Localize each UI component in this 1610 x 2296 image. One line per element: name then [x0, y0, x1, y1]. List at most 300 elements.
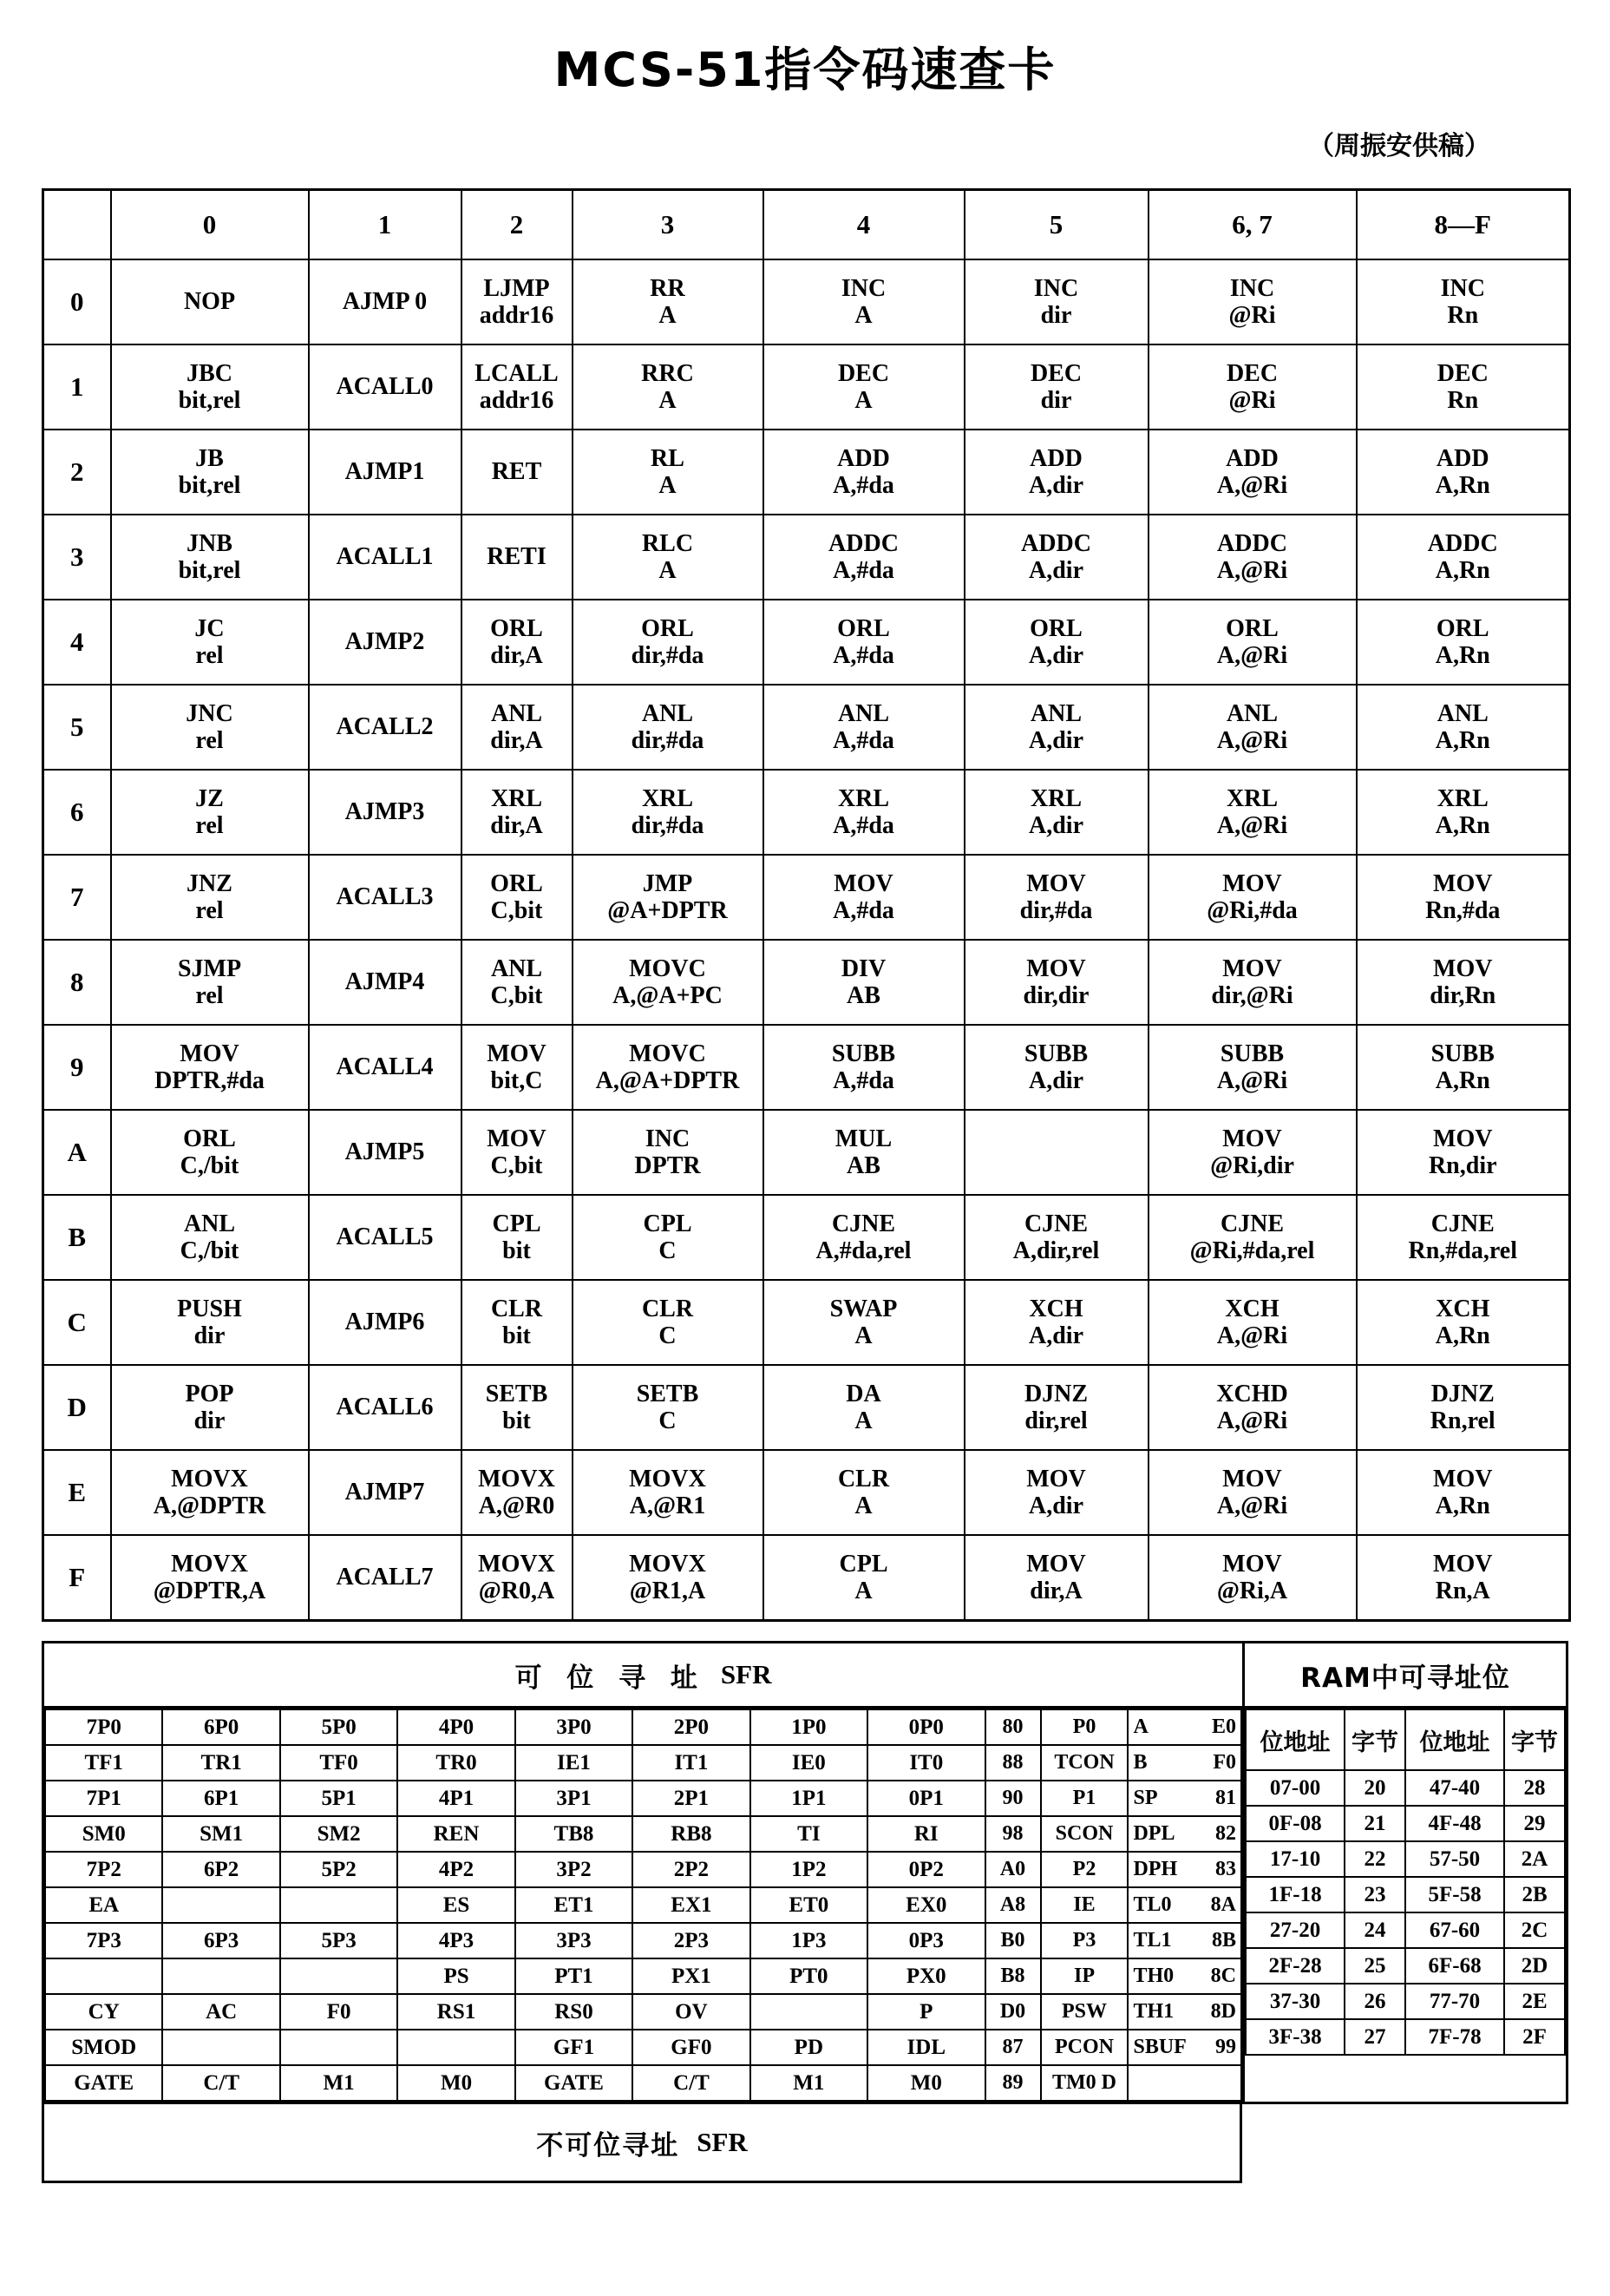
table-row — [45, 1709, 1241, 1745]
opcode-mnemonic: DEC — [1030, 359, 1083, 387]
opcode-mnemonic: ORL — [641, 614, 694, 642]
opcode-cell — [1357, 430, 1570, 515]
opcode-mnemonic: CPL — [643, 1210, 692, 1237]
nonbit-sfr-address: 8D — [1210, 2000, 1236, 2023]
opcode-cell — [461, 1365, 573, 1450]
opcode-mnemonic: JNC — [186, 699, 233, 727]
opcode-mnemonic: ADD — [1030, 444, 1083, 472]
opcode-operand: A,@DPTR — [153, 1492, 266, 1519]
opcode-operand: A,#da,rel — [815, 1237, 912, 1264]
opcode-operand: dir — [193, 1322, 226, 1349]
opcode-mnemonic: CLR — [837, 1465, 890, 1492]
opcode-operand: bit — [502, 1237, 531, 1264]
opcode-cell — [111, 685, 309, 770]
opcode-cell — [309, 770, 461, 855]
opcode-col-header: 6, 7 — [1149, 190, 1357, 260]
opcode-mnemonic: MOV — [834, 869, 893, 897]
opcode-cell — [573, 1450, 763, 1535]
sfr-bit-cell: P — [867, 1994, 985, 2030]
sfr-bit-cell: 1P1 — [750, 1781, 867, 1816]
nonbit-sfr-cell — [1128, 1923, 1241, 1958]
opcode-operand: bit,rel — [178, 387, 241, 414]
opcode-operand: Rn,A — [1435, 1578, 1490, 1604]
opcode-mnemonic: INC — [1440, 274, 1485, 302]
opcode-operand: A,#da — [833, 472, 894, 499]
opcode-mnemonic: ADD — [1226, 444, 1279, 472]
opcode-col-header: 8—F — [1357, 190, 1570, 260]
nonbit-sfr-name: B — [1133, 1751, 1148, 1774]
opcode-operand: @Ri,#da — [1207, 897, 1298, 924]
sfr-bit-cell: 2P1 — [632, 1781, 749, 1816]
sfr-footer-container — [42, 2104, 1242, 2183]
opcode-mnemonic: XCH — [1225, 1295, 1279, 1322]
sfr-footer-cn: 不可位寻址 — [536, 2129, 680, 2162]
opcode-cell — [111, 1025, 309, 1110]
opcode-cell — [1149, 430, 1357, 515]
opcode-cell — [461, 1280, 573, 1365]
opcode-mnemonic: ACALL3 — [336, 883, 434, 911]
ram-byte-cell: 27 — [1345, 2019, 1405, 2055]
ram-byte-cell: 28 — [1504, 1770, 1565, 1806]
sfr-bit-cell: 7P2 — [45, 1852, 162, 1887]
opcode-operand: A — [658, 302, 677, 329]
opcode-operand: dir,A — [1030, 1578, 1083, 1604]
opcode-mnemonic: MOV — [1433, 1465, 1493, 1492]
sfr-bit-cell: F0 — [280, 1994, 397, 2030]
sfr-bit-cell — [397, 2030, 514, 2065]
sfr-bit-cell: PX0 — [867, 1958, 985, 1994]
opcode-col-header: 5 — [965, 190, 1149, 260]
opcode-mnemonic: XRL — [641, 784, 694, 812]
ram-byte-cell: 21 — [1345, 1806, 1405, 1841]
ram-col-header-byte-1: 字节 — [1345, 1709, 1405, 1770]
opcode-mnemonic: POP — [185, 1380, 234, 1407]
opcode-operand: A,#da — [833, 812, 894, 839]
opcode-operand: A,Rn — [1435, 557, 1490, 584]
opcode-cell — [111, 1450, 309, 1535]
sfr-bit-cell: GATE — [515, 2065, 632, 2101]
table-row — [1246, 1877, 1565, 1912]
opcode-operand: C,bit — [490, 982, 543, 1009]
opcode-cell — [763, 430, 965, 515]
table-row — [45, 1923, 1241, 1958]
opcode-mnemonic: MOVC — [629, 954, 706, 982]
opcode-cell — [763, 770, 965, 855]
sfr-address-cell: B8 — [985, 1958, 1041, 1994]
sfr-address-cell: 90 — [985, 1781, 1041, 1816]
opcode-mnemonic: SWAP — [829, 1295, 898, 1322]
table-row — [43, 600, 1570, 685]
opcode-mnemonic: ADD — [1436, 444, 1489, 472]
ram-col-header-bitaddr-2: 位地址 — [1405, 1709, 1504, 1770]
opcode-row-header: D — [43, 1365, 111, 1450]
opcode-operand: A,@Ri — [1216, 472, 1288, 499]
opcode-operand: @Ri,dir — [1210, 1152, 1294, 1179]
sfr-bit-cell: 3P0 — [515, 1709, 632, 1745]
opcode-operand: A,dir — [1029, 642, 1083, 669]
opcode-mnemonic: ANL — [183, 1210, 236, 1237]
opcode-cell — [1357, 1535, 1570, 1621]
opcode-mnemonic: DEC — [1437, 359, 1489, 387]
opcode-row-header: A — [43, 1110, 111, 1195]
opcode-mnemonic: CPL — [492, 1210, 541, 1237]
opcode-cell — [1357, 1195, 1570, 1280]
opcode-row-header: 0 — [43, 259, 111, 344]
opcode-operand: C — [658, 1322, 677, 1349]
opcode-operand: A,#da — [833, 727, 894, 754]
nonbit-sfr-cell — [1128, 1887, 1241, 1923]
sfr-bit-cell: 5P1 — [280, 1781, 397, 1816]
opcode-cell — [309, 1025, 461, 1110]
opcode-mnemonic: RR — [650, 274, 685, 302]
opcode-row-header: B — [43, 1195, 111, 1280]
opcode-operand: dir,A — [490, 642, 543, 669]
sfr-bit-cell: 2P0 — [632, 1709, 749, 1745]
sfr-bit-cell: SMOD — [45, 2030, 162, 2065]
opcode-mnemonic: XRL — [1226, 784, 1279, 812]
nonbit-sfr-name: SBUF — [1133, 2036, 1187, 2058]
opcode-cell — [763, 1365, 965, 1450]
nonbit-sfr-cell — [1128, 1852, 1241, 1887]
opcode-mnemonic: ADDC — [1021, 529, 1091, 557]
opcode-mnemonic: ORL — [490, 614, 543, 642]
opcode-cell — [1357, 344, 1570, 430]
opcode-operand: A,#da — [833, 642, 894, 669]
opcode-cell — [309, 1365, 461, 1450]
opcode-col-header: 0 — [111, 190, 309, 260]
sfr-register-name-cell: PSW — [1041, 1994, 1129, 2030]
opcode-cell — [309, 855, 461, 940]
opcode-cell — [763, 515, 965, 600]
opcode-mnemonic: AJMP4 — [344, 968, 425, 996]
ram-byte-cell: 2D — [1504, 1948, 1565, 1984]
opcode-mnemonic: MOV — [1026, 954, 1086, 982]
table-row — [43, 259, 1570, 344]
opcode-operand: A,dir — [1029, 557, 1083, 584]
opcode-mnemonic: MOV — [1433, 1550, 1493, 1578]
opcode-cell — [1149, 770, 1357, 855]
opcode-mnemonic: ACALL2 — [336, 713, 434, 741]
opcode-mnemonic: LCALL — [474, 359, 559, 387]
opcode-mnemonic: MOVX — [478, 1465, 555, 1492]
opcode-mnemonic: MOV — [1026, 1550, 1086, 1578]
sfr-bit-cell: PD — [750, 2030, 867, 2065]
sfr-address-cell: 88 — [985, 1745, 1041, 1781]
opcode-mnemonic: ORL — [183, 1125, 236, 1152]
opcode-row-header: 2 — [43, 430, 111, 515]
opcode-operand: A,@Ri — [1216, 1407, 1288, 1434]
opcode-mnemonic: MOVX — [171, 1550, 248, 1578]
sfr-bit-cell: PX1 — [632, 1958, 749, 1994]
byline: （周振安供稿） — [1308, 131, 1490, 161]
opcode-operand: A — [658, 557, 677, 584]
opcode-operand: A,Rn — [1435, 727, 1490, 754]
sfr-bit-cell: 7P1 — [45, 1781, 162, 1816]
opcode-cell — [461, 600, 573, 685]
sfr-panel — [44, 1643, 1245, 2102]
sfr-address-cell: 80 — [985, 1709, 1041, 1745]
ram-byte-cell: 20 — [1345, 1770, 1405, 1806]
opcode-operand: A,@A+PC — [612, 982, 723, 1009]
opcode-operand: A,Rn — [1435, 1322, 1490, 1349]
opcode-mnemonic: CLR — [490, 1295, 543, 1322]
nonbit-sfr-name: DPH — [1133, 1858, 1178, 1880]
opcode-mnemonic: PUSH — [177, 1295, 242, 1322]
opcode-cell — [461, 1535, 573, 1621]
opcode-cell — [111, 770, 309, 855]
opcode-cell — [309, 259, 461, 344]
opcode-row-header: 6 — [43, 770, 111, 855]
opcode-cell — [309, 1450, 461, 1535]
sfr-bit-cell: SM2 — [280, 1816, 397, 1852]
opcode-mnemonic: MOV — [1026, 869, 1086, 897]
opcode-operand: A,dir — [1029, 812, 1083, 839]
ram-bitaddr-cell: 0F-08 — [1246, 1806, 1345, 1841]
opcode-operand: dir,Rn — [1430, 982, 1496, 1009]
opcode-operand: C — [658, 1237, 677, 1264]
sfr-register-name-cell: P0 — [1041, 1709, 1129, 1745]
opcode-mnemonic: MOV — [487, 1040, 546, 1067]
opcode-cell — [1357, 855, 1570, 940]
opcode-cell — [111, 430, 309, 515]
opcode-operand: addr16 — [479, 302, 554, 329]
opcode-operand: C,/bit — [180, 1152, 239, 1179]
sfr-bit-cell: 4P0 — [397, 1709, 514, 1745]
opcode-operand: A,dir,rel — [1012, 1237, 1100, 1264]
opcode-operand: AB — [847, 1152, 880, 1179]
sfr-heading-cn: 可 位 寻 址 — [514, 1662, 705, 1694]
table-row — [45, 1816, 1241, 1852]
table-row — [1246, 1770, 1565, 1806]
nonbit-sfr-cell — [1128, 1958, 1241, 1994]
sfr-bit-cell: TR0 — [397, 1745, 514, 1781]
opcode-mnemonic: MUL — [834, 1125, 893, 1152]
page-title: MCS-51指令码速查卡 — [553, 43, 1057, 97]
opcode-cell — [309, 685, 461, 770]
opcode-cell — [1357, 259, 1570, 344]
opcode-cell — [763, 1025, 965, 1110]
opcode-mnemonic: ACALL7 — [336, 1564, 434, 1591]
ram-byte-cell: 2F — [1504, 2019, 1565, 2055]
ram-panel — [1245, 1643, 1566, 2102]
opcode-cell — [111, 1195, 309, 1280]
opcode-operand: A,@Ri — [1216, 1067, 1288, 1094]
table-row — [43, 1535, 1570, 1621]
opcode-operand: DPTR — [634, 1152, 701, 1179]
sfr-heading — [44, 1643, 1242, 1709]
sfr-bit-cell: 4P3 — [397, 1923, 514, 1958]
opcode-col-header: 1 — [309, 190, 461, 260]
nonbit-sfr-cell — [1128, 1709, 1241, 1745]
nonbit-sfr-name: TL1 — [1133, 1929, 1172, 1952]
table-row — [1246, 1806, 1565, 1841]
sfr-bit-cell: 1P2 — [750, 1852, 867, 1887]
opcode-operand: A,#da — [833, 1067, 894, 1094]
opcode-cell — [309, 1280, 461, 1365]
opcode-cell — [461, 940, 573, 1025]
sfr-table — [44, 1709, 1242, 2102]
opcode-cell — [1357, 685, 1570, 770]
opcode-col-header: 2 — [461, 190, 573, 260]
sfr-register-name-cell: TCON — [1041, 1745, 1129, 1781]
opcode-cell — [461, 1450, 573, 1535]
sfr-heading-lat: SFR — [720, 1659, 772, 1689]
opcode-mnemonic: CJNE — [1024, 1210, 1089, 1237]
opcode-cell — [763, 344, 965, 430]
opcode-cell — [573, 1365, 763, 1450]
nonbit-sfr-address: 83 — [1215, 1858, 1236, 1880]
sfr-address-cell: 89 — [985, 2065, 1041, 2101]
sfr-bit-cell: 5P3 — [280, 1923, 397, 1958]
opcode-cell — [573, 515, 763, 600]
ram-header-row — [1246, 1709, 1565, 1770]
sfr-bit-cell: SM1 — [162, 1816, 279, 1852]
sfr-footer — [44, 2104, 1240, 2181]
opcode-mnemonic: MOVC — [629, 1040, 706, 1067]
opcode-cell — [1149, 1025, 1357, 1110]
table-row — [43, 1025, 1570, 1110]
opcode-operand: Rn — [1447, 387, 1479, 414]
opcode-mnemonic: MOV — [487, 1125, 546, 1152]
sfr-bit-cell: 0P1 — [867, 1781, 985, 1816]
opcode-mnemonic: NOP — [183, 288, 236, 316]
opcode-mnemonic: ANL — [490, 699, 543, 727]
opcode-cell — [1357, 600, 1570, 685]
sfr-bit-cell: 4P1 — [397, 1781, 514, 1816]
opcode-mnemonic: XRL — [837, 784, 890, 812]
opcode-cell — [111, 1110, 309, 1195]
ram-byte-cell: 25 — [1345, 1948, 1405, 1984]
opcode-cell — [573, 600, 763, 685]
opcode-cell — [763, 855, 965, 940]
opcode-operand: A,@Ri — [1216, 1492, 1288, 1519]
opcode-cell — [1357, 1450, 1570, 1535]
sfr-bit-cell: TR1 — [162, 1745, 279, 1781]
nonbit-sfr-address: F0 — [1213, 1751, 1236, 1774]
opcode-cell — [1357, 515, 1570, 600]
opcode-operand: A,dir — [1029, 1492, 1083, 1519]
opcode-mnemonic: MOVX — [629, 1465, 706, 1492]
sfr-bit-cell: RI — [867, 1816, 985, 1852]
opcode-mnemonic: JC — [194, 614, 225, 642]
sfr-bit-cell: TF1 — [45, 1745, 162, 1781]
sfr-bit-cell: PT0 — [750, 1958, 867, 1994]
opcode-operand: A,dir — [1029, 727, 1083, 754]
sfr-bit-cell: EX0 — [867, 1887, 985, 1923]
opcode-cell — [965, 685, 1149, 770]
opcode-operand: bit,rel — [178, 557, 241, 584]
opcode-cell — [573, 1195, 763, 1280]
opcode-mnemonic: CPL — [839, 1550, 888, 1578]
opcode-cell — [1149, 855, 1357, 940]
sfr-bit-cell: 6P1 — [162, 1781, 279, 1816]
sfr-bit-cell: REN — [397, 1816, 514, 1852]
opcode-cell — [763, 1280, 965, 1365]
table-row — [43, 770, 1570, 855]
opcode-mnemonic: ACALL6 — [336, 1394, 434, 1421]
sfr-bit-cell: TI — [750, 1816, 867, 1852]
ram-byte-cell: 2C — [1504, 1912, 1565, 1948]
opcode-mnemonic: MOVX — [478, 1550, 555, 1578]
opcode-mnemonic: RRC — [641, 359, 694, 387]
table-row — [43, 344, 1570, 430]
ram-byte-cell: 24 — [1345, 1912, 1405, 1948]
opcode-cell — [309, 1195, 461, 1280]
opcode-operand: A,@R0 — [478, 1492, 555, 1519]
sfr-bit-cell: M1 — [750, 2065, 867, 2101]
nonbit-sfr-address: 8C — [1210, 1965, 1236, 1987]
opcode-cell — [763, 685, 965, 770]
opcode-mnemonic: MOV — [1222, 1125, 1282, 1152]
opcode-operand: A,dir — [1029, 1067, 1083, 1094]
sfr-bit-cell: 6P3 — [162, 1923, 279, 1958]
ram-heading: RAM中可寻址位 — [1245, 1643, 1566, 1709]
opcode-operand: @R0,A — [478, 1578, 555, 1604]
opcode-mnemonic: INC — [1033, 274, 1079, 302]
opcode-mnemonic: AJMP5 — [344, 1138, 425, 1166]
opcode-operand: A,@Ri — [1216, 557, 1288, 584]
opcode-operand: @A+DPTR — [607, 897, 728, 924]
opcode-operand: dir,#da — [631, 727, 704, 754]
nonbit-sfr-address: 8A — [1210, 1893, 1236, 1916]
ram-bitaddr-cell: 6F-68 — [1405, 1948, 1504, 1984]
nonbit-sfr-name: TH0 — [1133, 1965, 1175, 1987]
sfr-bit-cell: RS1 — [397, 1994, 514, 2030]
opcode-cell — [965, 1110, 1149, 1195]
opcode-cell — [763, 1535, 965, 1621]
opcode-cell — [309, 1535, 461, 1621]
opcode-mnemonic: DIV — [841, 954, 887, 982]
opcode-row-header: 3 — [43, 515, 111, 600]
opcode-operand: dir,A — [490, 812, 543, 839]
opcode-mnemonic: SETB — [485, 1380, 548, 1407]
opcode-operand: bit,rel — [178, 472, 241, 499]
opcode-operand: A — [854, 1492, 873, 1519]
sfr-bit-cell: M0 — [397, 2065, 514, 2101]
ram-bitaddr-cell: 3F-38 — [1246, 2019, 1345, 2055]
sfr-bit-cell: C/T — [162, 2065, 279, 2101]
table-row — [1246, 1912, 1565, 1948]
opcode-mnemonic: SUBB — [831, 1040, 896, 1067]
ram-bitaddr-cell: 07-00 — [1246, 1770, 1345, 1806]
opcode-mnemonic: JZ — [195, 784, 224, 812]
opcode-mnemonic: AJMP 0 — [342, 288, 428, 316]
opcode-row-header: F — [43, 1535, 111, 1621]
nonbit-sfr-cell — [1128, 1994, 1241, 2030]
sfr-register-name-cell: P2 — [1041, 1852, 1129, 1887]
opcode-cell — [461, 770, 573, 855]
opcode-mnemonic: DJNZ — [1430, 1380, 1495, 1407]
ram-col-header-bitaddr-1: 位地址 — [1246, 1709, 1345, 1770]
opcode-operand: A,#da — [833, 897, 894, 924]
opcode-mnemonic: JMP — [642, 869, 693, 897]
sfr-address-cell: A8 — [985, 1887, 1041, 1923]
opcode-cell — [461, 259, 573, 344]
opcode-operand: dir — [1040, 302, 1072, 329]
nonbit-sfr-address: 99 — [1215, 2036, 1236, 2058]
opcode-cell — [965, 1535, 1149, 1621]
opcode-cell — [1357, 1365, 1570, 1450]
opcode-operand: C,bit — [490, 897, 543, 924]
opcode-mnemonic: AJMP1 — [344, 458, 425, 486]
opcode-cell — [309, 940, 461, 1025]
opcode-operand: rel — [195, 642, 224, 669]
opcode-mnemonic: ACALL0 — [336, 373, 434, 401]
opcode-mnemonic: XCHD — [1216, 1380, 1288, 1407]
opcode-cell — [965, 940, 1149, 1025]
opcode-operand: A,Rn — [1435, 472, 1490, 499]
ram-bitaddr-cell: 67-60 — [1405, 1912, 1504, 1948]
